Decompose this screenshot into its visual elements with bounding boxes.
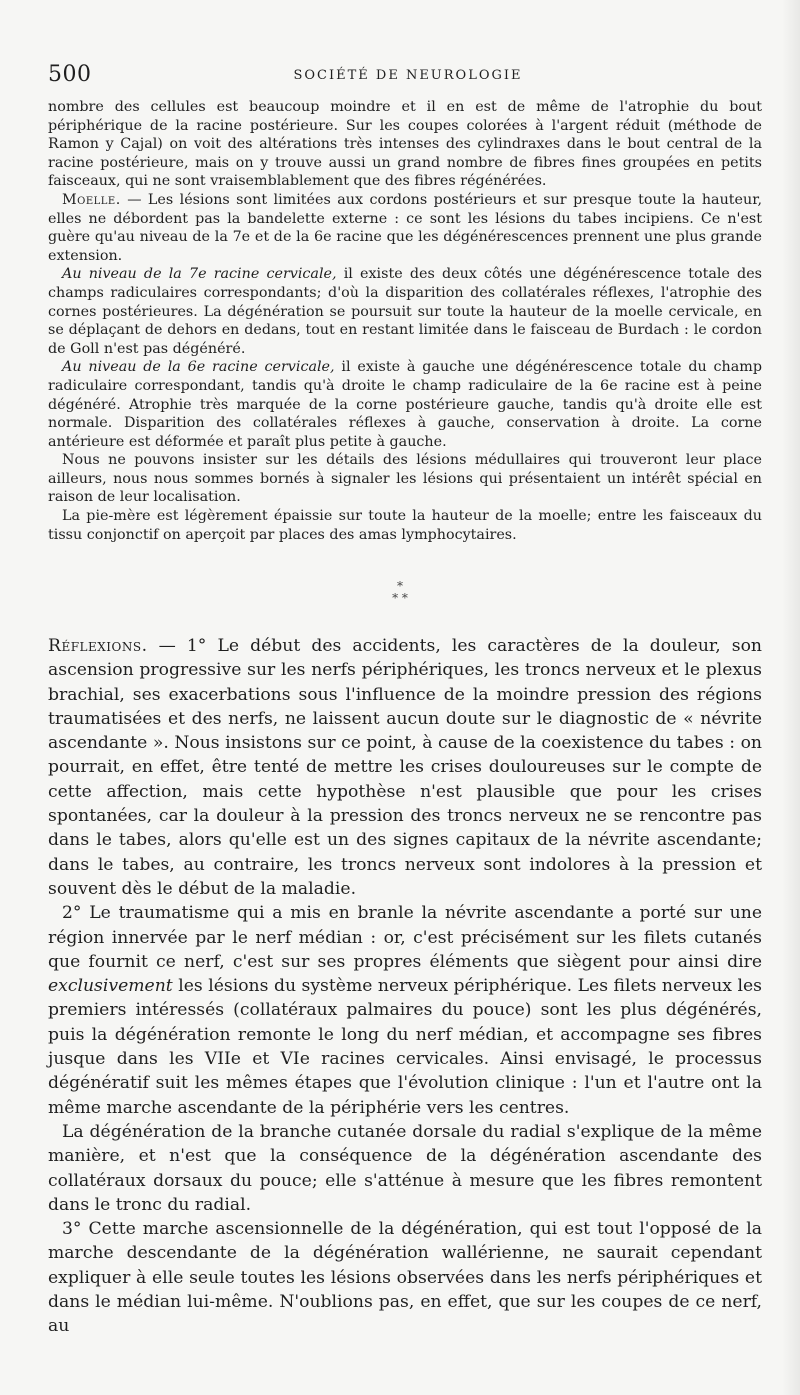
paragraph-text: — Les lésions sont limitées aux cordons postérieurs et sur presque toute la hauteur, elles ne débordent pas la bandelette externe : ce sont les lésions du tabes incipiens. Ce n'est guère qu'au niveau de la 7e et de la 6e racine que les dégénérescences prennent une plus grande extension. (48, 191, 762, 264)
paragraph-reflexions-3: 3° Cette marche ascensionnelle de la dégénération, qui est tout l'opposé de la marche descendante de la dégénération wallérienne, ne saurait cependant expliquer à elle seule toutes les lésions observées dans les nerfs périphériques et dans le médian lui-même. N'oublions pas, en effet, que sur les coupes de ce nerf, au (48, 1219, 762, 1337)
paragraph: Nous ne pouvons insister sur les détails des lésions médullaires qui trouveront leur place ailleurs, nous nous sommes bornés à signaler les lésions qui présentaient un intérêt spécial en raison de leur localisation. (48, 452, 762, 506)
page-edge-shadow (782, 0, 800, 1395)
paragraph-text: les lésions du système nerveux périphérique. Les filets nerveux les premiers intéressés (collatéraux palmaires du pouce) sont les plus dégénérés, puis la dégénération remonte le long du nerf médian, et accompagne ses fibres jusque dans les VIIe et VIe racines cervicales. Ainsi envisagé, le processus dégénératif suit les mêmes étapes que l'évolution clinique : l'un et l'autre ont la même marche ascendante de la périphérie vers les centres. (48, 976, 762, 1118)
paragraph: La pie-mère est légèrement épaissie sur toute la hauteur de la moelle; entre les faisceaux du tissu conjonctif on aperçoit par places des amas lymphocytaires. (48, 508, 762, 543)
paragraph: nombre des cellules est beaucoup moindre et il en est de même de l'atrophie du bout périphérique de la racine postérieure. Sur les coupes colorées à l'argent réduit (méthode de Ramon y Cajal) on voit des altérations très intenses des cylindraxes dans le bout central de la racine postérieure, mais on y trouve aussi un grand nombre de fibres fines groupées en petits faisceaux, qui ne sont vraisemblablement que des fibres régénérées. (48, 99, 762, 190)
asterisk-bottom: * * (392, 591, 408, 605)
section-label: Moelle. (62, 191, 121, 208)
section-label: Au niveau de la 6e racine cervicale, (62, 359, 335, 376)
paragraph: La dégénération de la branche cutanée dorsale du radial s'explique de la même manière, et n'est que la conséquence de la dégénération ascendante des collatéraux dorsaux du pouce; elle s'atténue à mesure que les fibres remontent dans le tronc du radial. (48, 1121, 762, 1215)
paragraph-reflexions-1 (48, 634, 762, 901)
paragraph-moelle (48, 191, 762, 265)
paragraph-7th-root (48, 265, 762, 358)
paragraph-6th-root (48, 358, 762, 451)
paragraph-reflexions-2 (48, 901, 762, 1120)
running-head: SOCIÉTÉ DE NEUROLOGIE (293, 68, 523, 83)
section-label: Au niveau de la 7e racine cervicale, (62, 266, 337, 283)
emphasis: exclusivement (48, 976, 173, 997)
paragraph-text: 2° Le traumatisme qui a mis en branle la névrite ascendante a porté sur une région innervée par le nerf médian : or, c'est précisément sur les filets cutanés que fournit ce nerf, c'est sur ses propres éléments que siègent pour ainsi dire (48, 903, 762, 972)
page-number: 500 (48, 62, 92, 87)
paragraph-text: il existe à gauche une dégénérescence totale du champ radiculaire correspondant, tandis qu'à droite le champ radiculaire de la 6e racine est à peine dégénéré. Atrophie très marquée de la corne postérieure gauche, tandis qu'à droite elle est normale. Disparition des collatérales réflexes à gauche, conservation à droite. La corne antérieure est déformée et paraît plus petite à gauche. (48, 359, 762, 450)
page-header (48, 62, 768, 92)
section-separator (0, 580, 800, 604)
case-observation-text (48, 98, 762, 544)
paragraph-text: — 1° Le début des accidents, les caractères de la douleur, son ascension progressive sur les nerfs périphériques, les troncs nerveux et le plexus brachial, ses exacerbations sous l'influence de la moindre pression des régions traumatisées et des nerfs, ne laissent aucun doute sur le diagnostic de « névrite ascendante ». Nous insistons sur ce point, à cause de la coexistence du tabes : on pourrait, en effet, être tenté de mettre les crises douloureuses sur le compte de cette affection, mais cette hypothèse n'est plausible que pour les crises spontanées, car la douleur à la pression des troncs nerveux ne se rencontre pas dans le tabes, alors qu'elle est un des signes capitaux de la névrite ascendante; dans le tabes, au contraire, les troncs nerveux sont indolores à la pression et souvent dès le début de la maladie. (48, 636, 762, 899)
section-label: Réflexions. (48, 636, 148, 656)
reflexions-text (48, 634, 762, 1339)
asterisk-top: * (397, 579, 403, 593)
paragraph-text: il existe des deux côtés une dégénérescence totale des champs radiculaires correspondants; d'où la disparition des collatérales réflexes, l'atrophie des cornes postérieures. La dégénération se poursuit sur toute la hauteur de la moelle cervicale, en se déplaçant de dehors en dedans, tout en restant limitée dans le faisceau de Burdach : le cordon de Goll n'est pas dégénéré. (48, 266, 762, 357)
